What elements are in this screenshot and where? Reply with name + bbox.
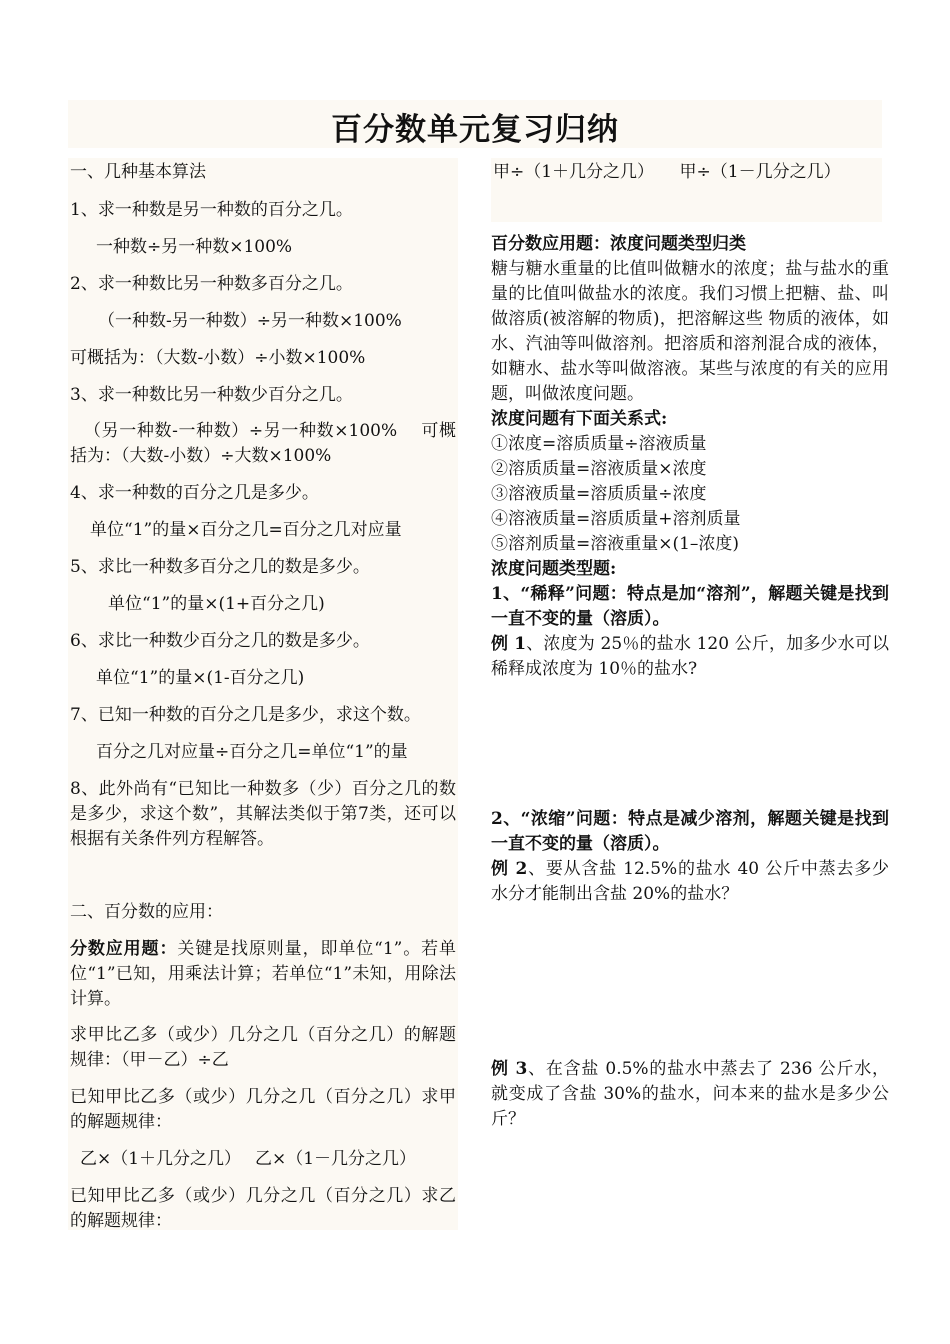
relation-2: ②溶质质量=溶液质量×浓度 [491, 459, 707, 479]
fraction-application [70, 937, 456, 1012]
relation-1: ①浓度=溶质质量÷溶液质量 [491, 434, 707, 454]
concentration-heading: 百分数应用题：浓度问题类型归类 [491, 234, 746, 254]
relations-heading: 浓度问题有下面关系式: [491, 409, 668, 429]
method-3-formula: （另一种数-一种数）÷另一种数×100% 可概括为：（大数-小数）÷大数×100% [70, 421, 456, 466]
example-1-text: 、浓度为 25％的盐水 120 公斤，加多少水可以稀释成浓度为 10％的盐水? [491, 634, 889, 679]
method-2-summary: 可概括为：（大数-小数）÷小数×100% [70, 348, 366, 368]
method-4: 4、求一种数的百分之几是多少。 [70, 483, 319, 503]
method-1: 1、求一种数是另一种数的百分之几。 [70, 200, 353, 220]
page-title: 百分数单元复习归纳 [331, 112, 619, 148]
right-column [491, 232, 889, 1132]
relation-3: ③溶液质量=溶质质量÷浓度 [491, 484, 707, 504]
method-6: 6、求比一种数少百分之几的数是多少。 [70, 631, 370, 651]
method-2: 2、求一种数比另一种数多百分之几。 [70, 274, 353, 294]
example-3 [491, 1057, 889, 1132]
method-1-formula: 一种数÷另一种数×100% [96, 237, 293, 257]
rule-3-formula: 甲÷（1＋几分之几） 甲÷（1－几分之几） [493, 162, 841, 182]
relation-4: ④溶液质量=溶质质量+溶剂质量 [491, 509, 741, 529]
rule-2: 已知甲比乙多（或少）几分之几（百分之几）求甲的解题规律： [70, 1087, 456, 1132]
rule-2-formula: 乙×（1＋几分之几） 乙×（1－几分之几） [80, 1149, 417, 1169]
method-5-formula: 单位“1”的量×(1+百分之几) [108, 594, 325, 614]
right-top-box [491, 158, 882, 222]
method-8: 8、此外尚有“已知比一种数多（少）百分之几的数是多少，求这个数”，其解法类似于第7类，还可以根据有关条件列方程解答。 [70, 779, 456, 849]
title-bar [68, 100, 882, 148]
example-1 [491, 632, 889, 682]
types-heading: 浓度问题类型题: [491, 559, 617, 579]
concentration-intro: 糖与糖水重量的比值叫做糖水的浓度；盐与盐水的重量的比值叫做盐水的浓度。我们习惯上把糖、盐、叫做溶质(被溶解的物质)，把溶解这些 物质的液体，如水、汽油等叫做溶剂。把溶质和溶剂混合成的液体，如糖水、盐水等叫做溶液。某些与浓度的有关的应用题，叫做浓度问题。 [491, 259, 889, 404]
example-2-text: 、要从含盐 12.5%的盐水 40 公斤中蒸去多少水分才能制出含盐 20%的盐水？ [491, 859, 889, 904]
section-1-heading: 一、几种基本算法 [70, 162, 206, 182]
example-1-label: 例 1 [491, 634, 527, 654]
left-column [68, 158, 458, 1230]
fraction-application-label: 分数应用题： [70, 939, 178, 959]
relation-5: ⑤溶剂质量=溶液重量×(1–浓度) [491, 534, 740, 554]
fraction-application-text: 关键是找原则量，即单位“1”。若单位“1”已知，用乘法计算；若单位“1”未知，用除法计算。 [70, 939, 456, 1009]
rule-1: 求甲比乙多（或少）几分之几（百分之几）的解题规律：（甲－乙）÷乙 [70, 1025, 456, 1070]
example-2-label: 例 2 [491, 859, 528, 879]
method-5: 5、求比一种数多百分之几的数是多少。 [70, 557, 370, 577]
answer-space-2 [491, 907, 889, 1057]
example-2 [491, 857, 889, 907]
method-6-formula: 单位“1”的量×(1-百分之几) [96, 668, 305, 688]
section-2-heading: 二、百分数的应用： [70, 902, 223, 922]
method-7-formula: 百分之几对应量÷百分之几=单位“1”的量 [96, 742, 408, 762]
method-3: 3、求一种数比另一种数少百分之几。 [70, 385, 353, 405]
method-4-formula: 单位“1”的量×百分之几=百分之几对应量 [90, 520, 402, 540]
type-2-concentrating: 2、“浓缩”问题：特点是减少溶剂，解题关键是找到一直不变的量（溶质）。 [491, 809, 889, 854]
type-1-dilution: 1、“稀释”问题：特点是加“溶剂”，解题关键是找到一直不变的量（溶质）。 [491, 584, 889, 629]
answer-space-1 [491, 682, 889, 807]
rule-3: 已知甲比乙多（或少）几分之几（百分之几）求乙的解题规律： [70, 1186, 456, 1231]
example-3-label: 例 3 [491, 1059, 528, 1079]
method-7: 7、已知一种数的百分之几是多少，求这个数。 [70, 705, 421, 725]
method-2-formula: （一种数-另一种数）÷另一种数×100% [98, 311, 402, 331]
example-3-text: 、在含盐 0.5%的盐水中蒸去了 236 公斤水，就变成了含盐 30%的盐水，问本来的盐水是多少公斤？ [491, 1059, 889, 1129]
